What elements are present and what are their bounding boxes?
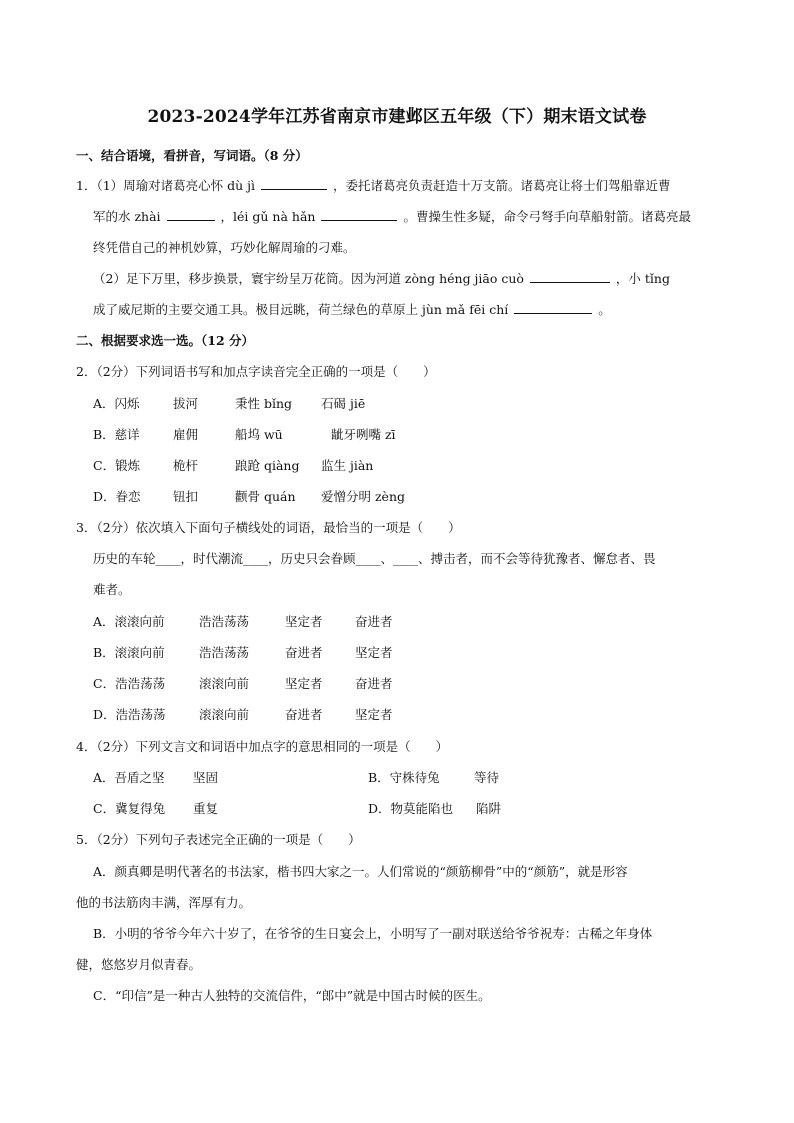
answer-blank[interactable] xyxy=(514,301,592,314)
q3-stem: 3．（2分）依次填入下面句子横线处的词语，最恰当的一项是（ ） xyxy=(76,520,461,535)
q5-option-a-line-1[interactable]: A．颜真卿是明代著名的书法家，楷书四大家之一。人们常说的“颜筋柳骨”中的“颜筋”，就是形容 xyxy=(93,864,628,879)
q4-option-a[interactable]: A．吾盾之坚 坚固 xyxy=(93,770,219,785)
q2-option-c[interactable]: C．锻炼 桅杆 踉跄 qiàng 监生 jiàn xyxy=(93,458,374,473)
page-title: 2023-2024学年江苏省南京市建邺区五年级（下）期末语文试卷 xyxy=(147,107,647,127)
q3-option-a[interactable]: A．滚滚向前 浩浩荡荡 坚定者 奋进者 xyxy=(93,614,393,629)
q1-line-3: 终凭借自己的神机妙算，巧妙化解周瑜的刁难。 xyxy=(93,240,356,255)
q1-line-1 xyxy=(76,176,671,194)
q1-text: ，小 tǐng xyxy=(615,271,670,286)
q5-option-b-line-1[interactable]: B．小明的爷爷今年六十岁了，在爷爷的生日宴会上，小明写了一副对联送给爷爷祝寿：古稀之年身体 xyxy=(93,926,653,941)
q2-option-b[interactable]: B．慈详 雇佣 船坞 wū 龇牙咧嘴 zī xyxy=(93,427,396,442)
q1-text: 成了威尼斯的主要交通工具。极目远眺，荷兰绿色的草原上 jùn mǎ fēi chí xyxy=(93,302,509,317)
q3-option-d[interactable]: D．浩浩荡荡 滚滚向前 奋进者 坚定者 xyxy=(93,707,393,722)
q1-text: （2）足下万里，移步换景，寰宇纷呈万花筒。因为河道 zòng héng jiāo cuò xyxy=(93,271,524,286)
q5-option-a-line-2: 他的书法筋肉丰满，浑厚有力。 xyxy=(76,895,252,910)
q2-stem: 2．（2分）下列词语书写和加点字读音完全正确的一项是（ ） xyxy=(76,364,436,379)
q2-option-a[interactable]: A．闪烁 拔河 秉性 bǐng 石碣 jiē xyxy=(93,396,366,411)
q1-line-4 xyxy=(93,269,670,287)
answer-blank[interactable] xyxy=(530,270,610,283)
q2-option-d[interactable]: D．眷恋 钮扣 颧骨 quán 爱憎分明 zèng xyxy=(93,489,406,504)
q1-text: ，委托诸葛亮负责赶造十万支箭。诸葛亮让将士们驾船靠近曹 xyxy=(333,178,671,193)
q3-option-c[interactable]: C．浩浩荡荡 滚滚向前 坚定者 奋进者 xyxy=(93,676,393,691)
q1-text: 1．（1）周瑜对诸葛亮心怀 dù jì xyxy=(76,178,256,193)
section-1-heading: 一、结合语境，看拼音，写词语。（8 分） xyxy=(76,148,308,163)
q5-option-b-line-2: 健，悠悠岁月似青春。 xyxy=(76,957,202,972)
q4-option-b[interactable]: B．守株待兔 等待 xyxy=(368,770,500,785)
answer-blank[interactable] xyxy=(261,177,327,190)
answer-blank[interactable] xyxy=(321,208,397,221)
q1-text: ，léi gǔ nà hǎn xyxy=(220,209,316,224)
q1-text: 。曹操生性多疑，命令弓弩手向草船射箭。诸葛亮最 xyxy=(403,209,691,224)
q1-text: 军的水 zhài xyxy=(93,209,161,224)
q3-option-b[interactable]: B．滚滚向前 浩浩荡荡 奋进者 坚定者 xyxy=(93,645,393,660)
q4-stem: 4．（2分）下列文言文和词语中加点字的意思相同的一项是（ ） xyxy=(76,739,449,754)
q1-line-2 xyxy=(93,207,691,225)
q5-stem: 5．（2分）下列句子表述完全正确的一项是（ ） xyxy=(76,832,361,847)
answer-blank[interactable] xyxy=(167,208,215,221)
q4-option-d[interactable]: D．物莫能陷也 陷阱 xyxy=(368,801,502,816)
q5-option-c[interactable]: C．“印信”是一种古人独特的交流信件，“郎中”就是中国古时候的医生。 xyxy=(93,988,491,1003)
q1-text: 。 xyxy=(598,302,611,317)
q3-passage-line-2: 难者。 xyxy=(93,582,131,597)
q1-line-5 xyxy=(93,300,611,318)
q3-passage-line-1: 历史的车轮____，时代潮流____，历史只会眷顾____、____、搏击者，而不会等待犹豫者、懈怠者、畏 xyxy=(93,551,656,566)
section-2-heading: 二、根据要求选一选。（12 分） xyxy=(76,333,254,348)
q4-option-c[interactable]: C．冀复得兔 重复 xyxy=(93,801,219,816)
